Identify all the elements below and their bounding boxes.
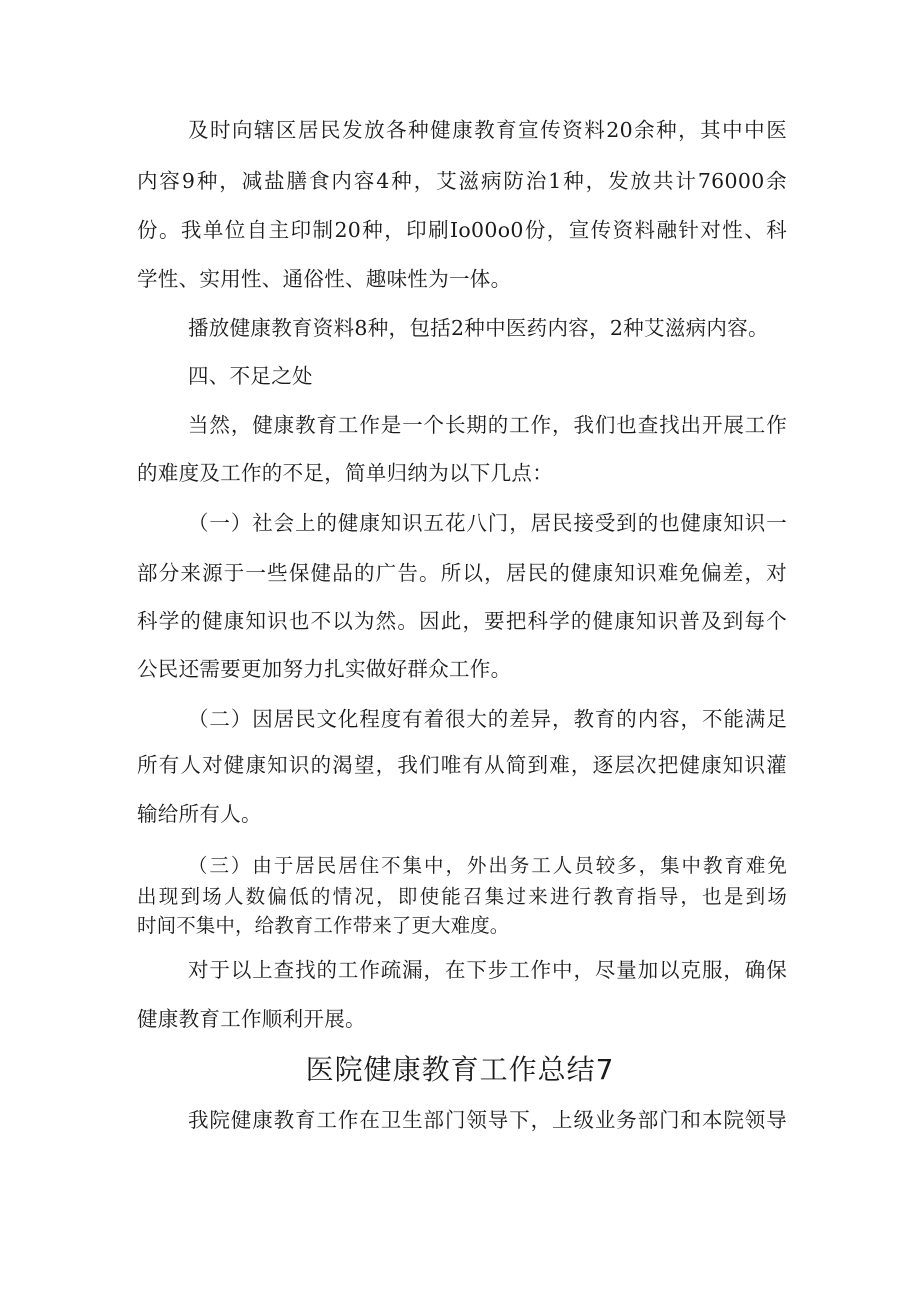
paragraph-line: 输给所有人。	[137, 802, 262, 826]
paragraph-line: 对于以上查找的工作疏漏，在下步工作中，尽量加以克服，确保	[188, 958, 787, 982]
paragraph-line: 的难度及工作的不足，简单归纳为以下几点：	[137, 461, 553, 485]
paragraph-line: （二）因居民文化程度有着很大的差异，教育的内容，不能满足	[188, 707, 787, 731]
paragraph-line: 我院健康教育工作在卫生部门领导下，上级业务部门和本院领导	[188, 1108, 787, 1132]
paragraph-line: 公民还需要更加努力扎实做好群众工作。	[137, 657, 512, 681]
paragraph-line: 所有人对健康知识的渴望，我们唯有从简到难，逐层次把健康知识灌	[137, 753, 787, 777]
paragraph-line: 及时向辖区居民发放各种健康教育宣传资料20余种，其中中医	[188, 118, 787, 142]
paragraph-line: 健康教育工作顺利开展。	[137, 1007, 366, 1031]
paragraph-line: 出现到场人数偏低的情况，即使能召集过来进行教育指导，也是到场	[137, 885, 787, 908]
paragraph-line: 当然，健康教育工作是一个长期的工作，我们也查找出开展工作	[188, 413, 787, 437]
paragraph-line: 科学的健康知识也不以为然。因此，要把科学的健康知识普及到每个	[137, 609, 787, 633]
section-heading: 四、不足之处	[188, 364, 313, 388]
paragraph-line: 份。我单位自主印制20种，印刷Io00o0份，宣传资料融针对性、科	[137, 218, 787, 242]
document-title: 医院健康教育工作总结7	[305, 1053, 615, 1086]
paragraph-line: 内容9种，减盐膳食内容4种，艾滋病防治1种，发放共计76000余	[137, 169, 787, 193]
paragraph-line: 播放健康教育资料8种，包括2种中医药内容，2种艾滋病内容。	[188, 316, 769, 340]
paragraph-line: 学性、实用性、通俗性、趣味性为一体。	[137, 267, 512, 291]
paragraph-line: 部分来源于一些保健品的广告。所以，居民的健康知识难免偏差，对	[137, 561, 787, 585]
paragraph-line: （一）社会上的健康知识五花八门，居民接受到的也健康知识一	[188, 511, 787, 535]
paragraph-line: （三）由于居民居住不集中，外出务工人员较多，集中教育难免	[188, 854, 787, 877]
paragraph-line: 时间不集中，给教育工作带来了更大难度。	[137, 914, 510, 937]
